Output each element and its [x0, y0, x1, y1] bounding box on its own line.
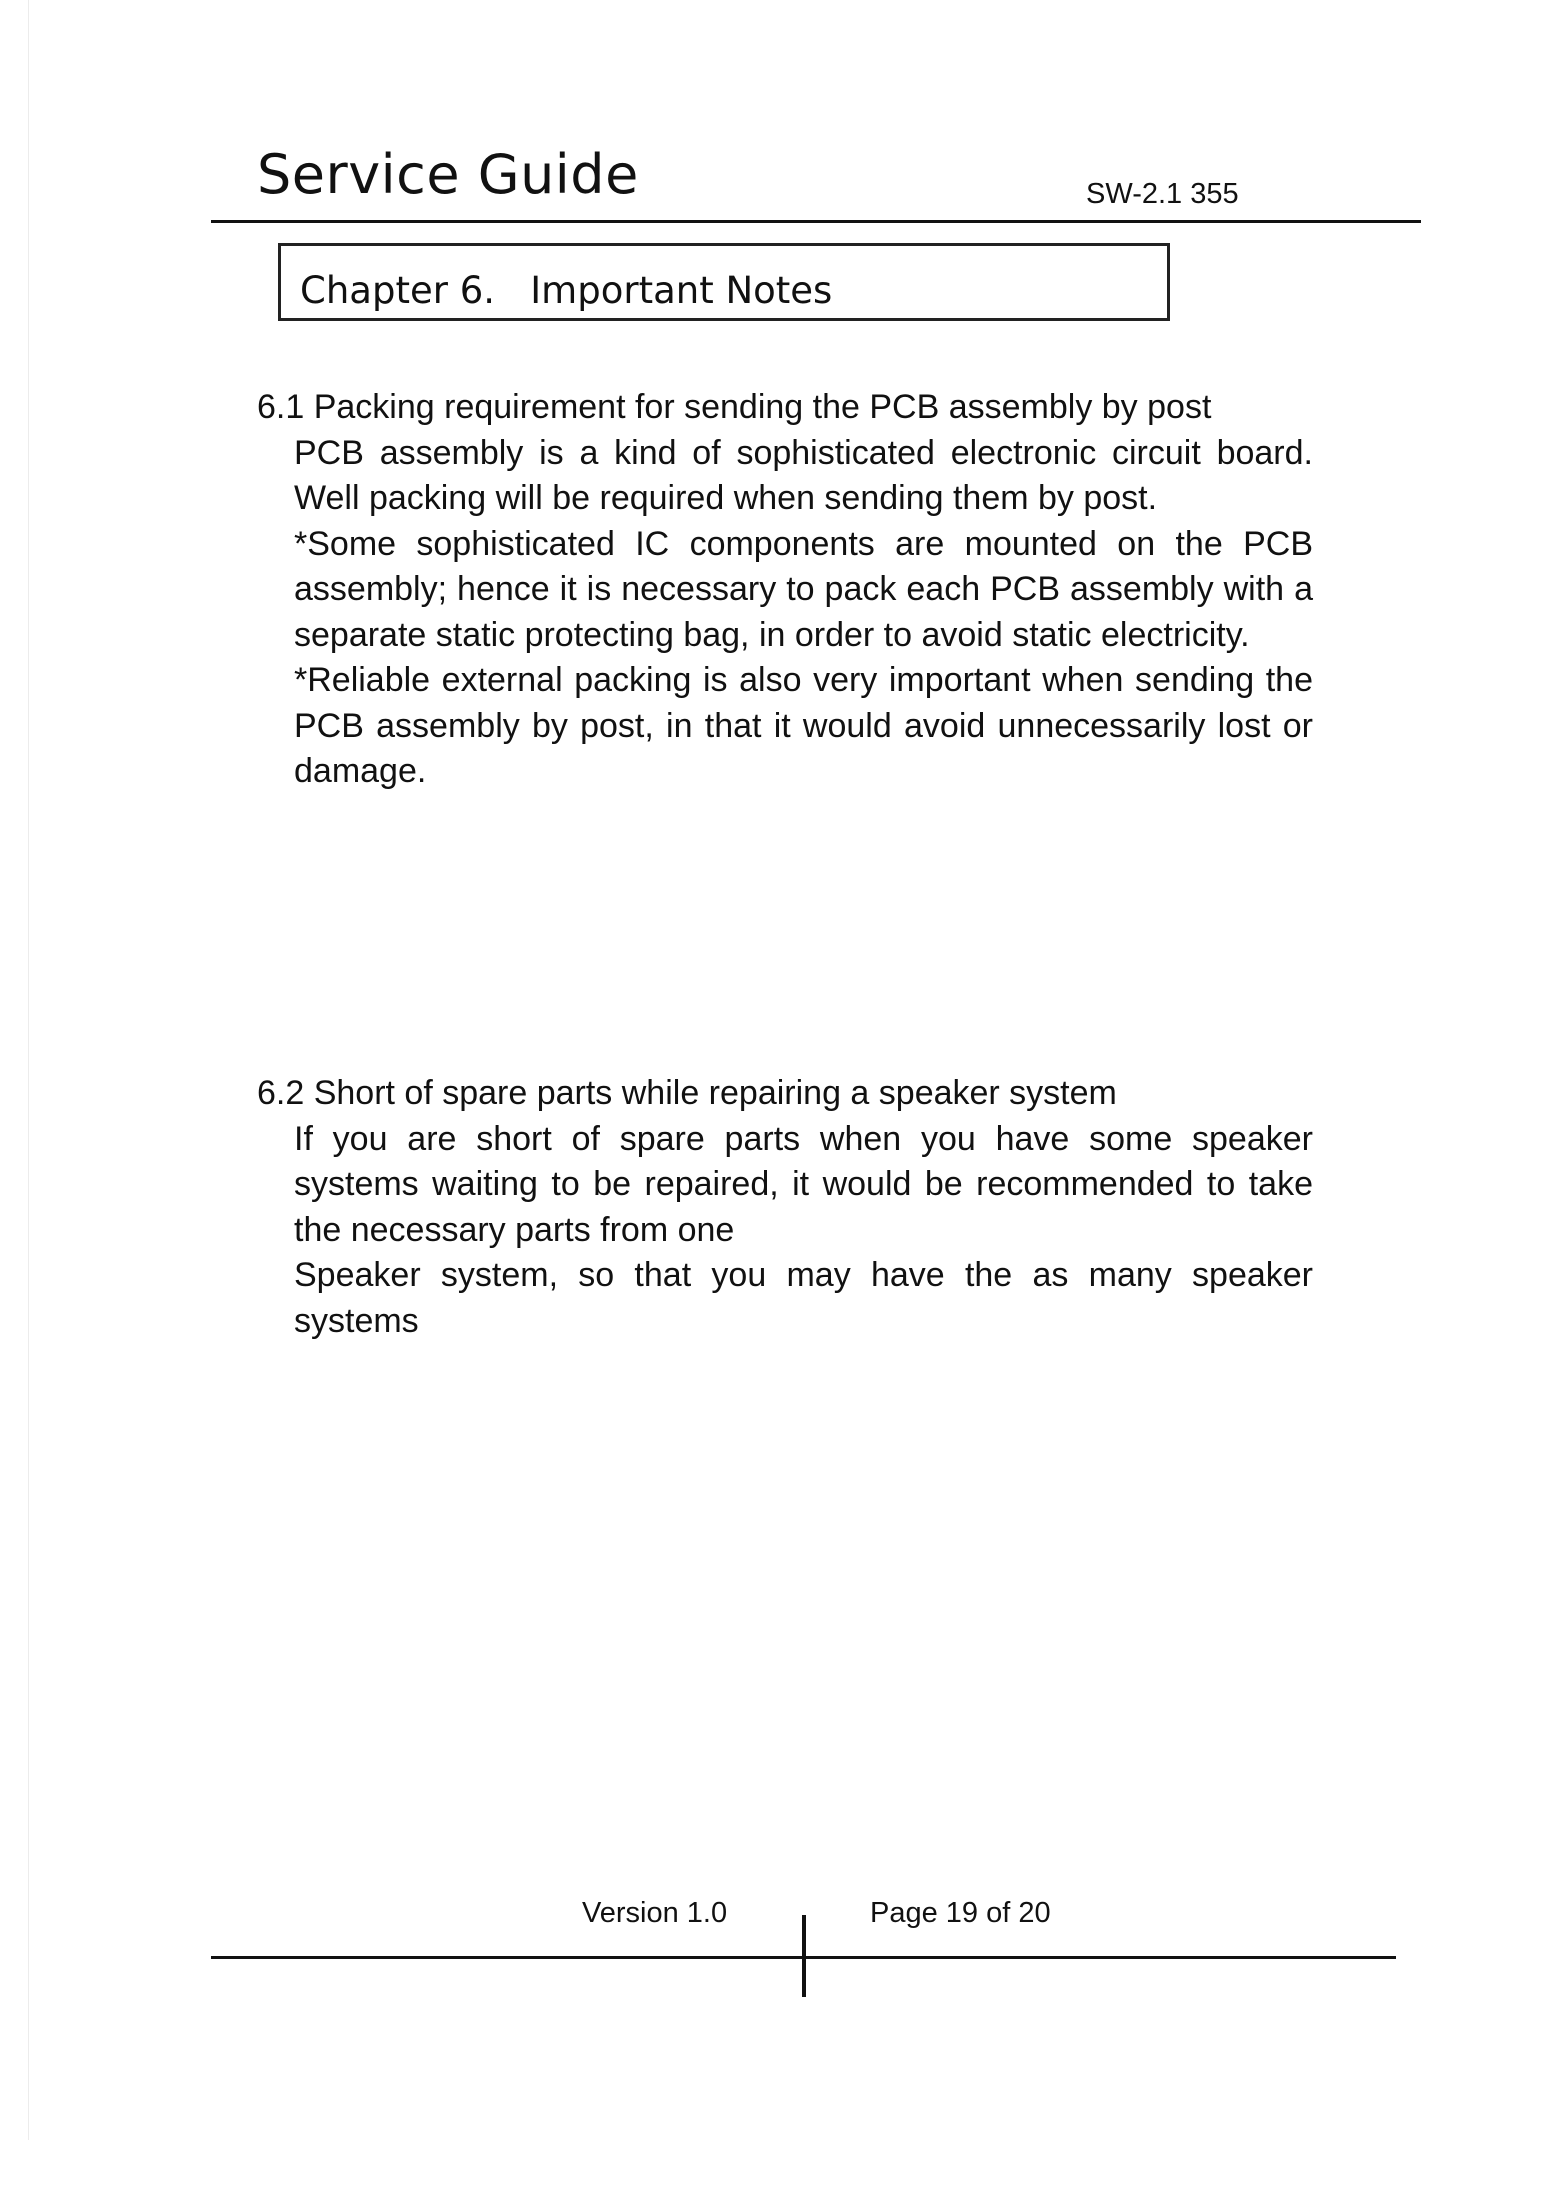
header-rule — [211, 220, 1421, 223]
footer-page-number: Page 19 of 20 — [870, 1897, 1051, 1929]
model-code: SW-2.1 355 — [1086, 178, 1239, 210]
section-paragraph: If you are short of spare parts when you have some speaker systems waiting to be repaired, it would be recommended to take the necessary parts from one — [294, 1119, 1313, 1249]
section-paragraph: *Some sophisticated IC components are mounted on the PCB assembly; hence it is necessary to pack each PCB assembly with a separate static protecting bag, in order to avoid static electricity. — [294, 524, 1313, 654]
section-heading: 6.1 Packing requirement for sending the PCB assembly by post — [257, 388, 1212, 426]
section-6-1 — [257, 385, 1313, 795]
section-paragraph: PCB assembly is a kind of sophisticated electronic circuit board. Well packing will be required when sending them by post. — [294, 433, 1313, 517]
section-6-2 — [257, 1071, 1313, 1344]
section-heading: 6.2 Short of spare parts while repairing a speaker system — [257, 1074, 1117, 1112]
footer-divider — [802, 1915, 806, 1997]
section-paragraph: *Reliable external packing is also very important when sending the PCB assembly by post, in that it would avoid unnecessarily lost or damage. — [294, 661, 1313, 790]
section-paragraph: Speaker system, so that you may have the as many speaker systems — [294, 1256, 1313, 1340]
document-title: Service Guide — [257, 143, 639, 206]
page-edge-line — [28, 0, 29, 2140]
footer-version: Version 1.0 — [582, 1897, 728, 1929]
chapter-title: Chapter 6. Important Notes — [300, 269, 833, 312]
